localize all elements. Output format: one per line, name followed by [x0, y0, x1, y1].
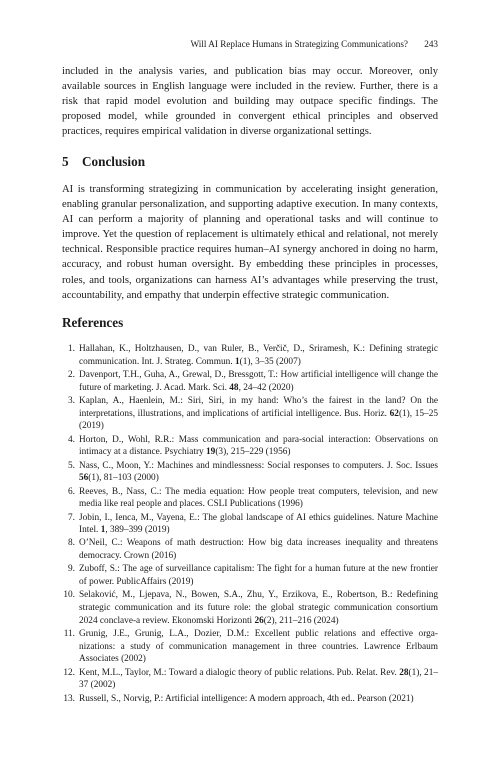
reference-text: Hallahan, K., Holtzhausen, D., van Ruler, B., Verčič, D., Sriramesh, K.: Defining strategic communication. Int. J. Strateg. Commun.	[79, 344, 438, 367]
section-number: 5	[62, 154, 69, 169]
reference-text: Zuboff, S.: The age of surveillance capitalism: The fight for a human future at the new frontier of power. PublicAffairs (2019)	[79, 564, 438, 588]
reference-text: Reeves, B., Nass, C.: The media equation: How people treat computers, television, and new media like real people and places. CSLI Publications (1996)	[79, 486, 438, 510]
reference-text: Jobin, I., Ienca, M., Vayena, E.: The global landscape of AI ethics guidelines. Nature Machine Intel.	[79, 512, 438, 536]
reference-volume: 56	[79, 473, 89, 484]
reference-pages: (1), 81–103 (2000)	[88, 473, 159, 484]
reference-pages: , 24–42 (2020)	[238, 382, 294, 393]
reference-text: Russell, S., Norvig, P.: Artificial intelligence: A modern approach, 4th ed.. Pearson (2021)	[79, 693, 414, 704]
reference-item	[62, 667, 438, 692]
reference-text: Davenport, T.H., Guha, A., Grewal, D., Bressgott, T.: How artificial intelligence will change the future of marketing. J. Acad. Mark. Sci.	[79, 369, 438, 393]
reference-item	[62, 589, 438, 627]
reference-pages: , 389–399 (2019)	[105, 525, 170, 536]
reference-item	[62, 369, 438, 394]
reference-item	[62, 395, 438, 433]
reference-text: Horton, D., Wohl, R.R.: Mass communication and para-social interaction: Observations on intimacy at a distance. Psychiatry	[79, 434, 438, 458]
page-number: 243	[424, 39, 438, 49]
reference-volume: 19	[206, 447, 216, 458]
reference-pages: (1), 21–37 (2002)	[79, 667, 438, 691]
reference-pages: (1), 3–35 (2007)	[239, 356, 301, 367]
running-title: Will AI Replace Humans in Strategizing Communications?	[190, 39, 408, 49]
reference-number: 10.	[63, 590, 75, 601]
reference-item	[62, 486, 438, 511]
reference-number: 1.	[68, 344, 75, 354]
reference-number: 2.	[68, 369, 75, 380]
reference-volume: 62	[389, 408, 399, 419]
section-title: References	[62, 315, 124, 330]
reference-volume: 26	[254, 615, 264, 626]
reference-number: 13.	[63, 693, 75, 704]
reference-pages: (1), 15–25 (2019)	[79, 408, 438, 432]
reference-text: Kaplan, A., Haenlein, M.: Siri, Siri, in my hand: Who’s the fairest in the land? On the interpretations, illustrations, and implications of artificial intelligence. Bus. Horiz.	[79, 395, 438, 419]
reference-item	[62, 537, 438, 562]
reference-item	[62, 460, 438, 485]
reference-number: 5.	[68, 460, 75, 471]
reference-volume: 48	[229, 382, 239, 393]
reference-pages: (3), 215–229 (1956)	[215, 447, 291, 458]
reference-item	[62, 563, 438, 588]
reference-text: Selaković, M., Ljepava, N., Bowen, S.A., Zhu, Y., Erzikova, E., Robertson, B.: Redefining strategic communication and its future role: the global strategic communication consortium 2024 conclave-a review. Ekonomski Horizonti	[79, 590, 438, 626]
reference-item	[62, 512, 438, 537]
reference-number: 3.	[68, 395, 75, 406]
reference-number: 4.	[68, 434, 75, 445]
reference-text: Nass, C., Moon, Y.: Machines and mindlessness: Social responses to computers. J. Soc. Issues	[79, 460, 438, 471]
reference-number: 8.	[68, 538, 75, 549]
reference-number: 12.	[63, 667, 75, 678]
section-title: Conclusion	[82, 154, 146, 169]
body-paragraph-conclusion: AI is transforming strategizing in communication by accelerating insight generation, enabling granular personalization, and supporting adaptive execution. In many contexts, AI can perform a majority of planning and operational tasks and will continue to improve. Yet the question of replacement is ultimately ethical and relational, not merely technical. Responsible practice requires human–AI synergy anchored in doing no harm, accuracy, and robust human oversight. By embedding these principles in processes, roles, and tools, organizations can harness AI’s advantages while preserving the trust, accountability, and empathy that underpin effective strategic communication.	[62, 184, 438, 301]
reference-text: Kent, M.L., Taylor, M.: Toward a dialogic theory of public relations. Pub. Relat. Rev.	[79, 667, 400, 678]
reference-item	[62, 434, 438, 459]
reference-volume: 1	[100, 525, 106, 536]
reference-volume: 1	[234, 356, 240, 367]
section-heading-references	[62, 315, 123, 331]
section-heading-conclusion	[62, 154, 145, 170]
reference-item	[62, 343, 438, 368]
reference-pages: (2), 211–216 (2024)	[263, 615, 339, 626]
reference-number: 9.	[68, 564, 75, 575]
reference-text: O’Neil, C.: Weapons of math destruction: How big data increases inequality and threatens democracy. Crown (2016)	[79, 538, 438, 562]
body-paragraph-intro: included in the analysis varies, and publication bias may occur. Moreover, only available sources in English language were included in the review. Further, there is a risk that rapid model evolution and building may outpace specific findings. The proposed model, while grounded in convergent ethical principles and observed practices, requires empirical validation in diverse organizational settings.	[62, 66, 438, 138]
reference-number: 7.	[68, 512, 75, 523]
reference-item	[62, 628, 438, 666]
reference-text: Grunig, J.E., Grunig, L.A., Dozier, D.M.: Excellent public relations and effective orga- nizations: a study of communication management in three countries. Lawrence Erlbaum Associates (2002)	[79, 629, 438, 665]
reference-number: 11.	[63, 629, 75, 640]
reference-number: 6.	[68, 486, 75, 497]
reference-list	[62, 343, 438, 706]
reference-volume: 28	[399, 667, 409, 678]
reference-item	[62, 693, 438, 706]
